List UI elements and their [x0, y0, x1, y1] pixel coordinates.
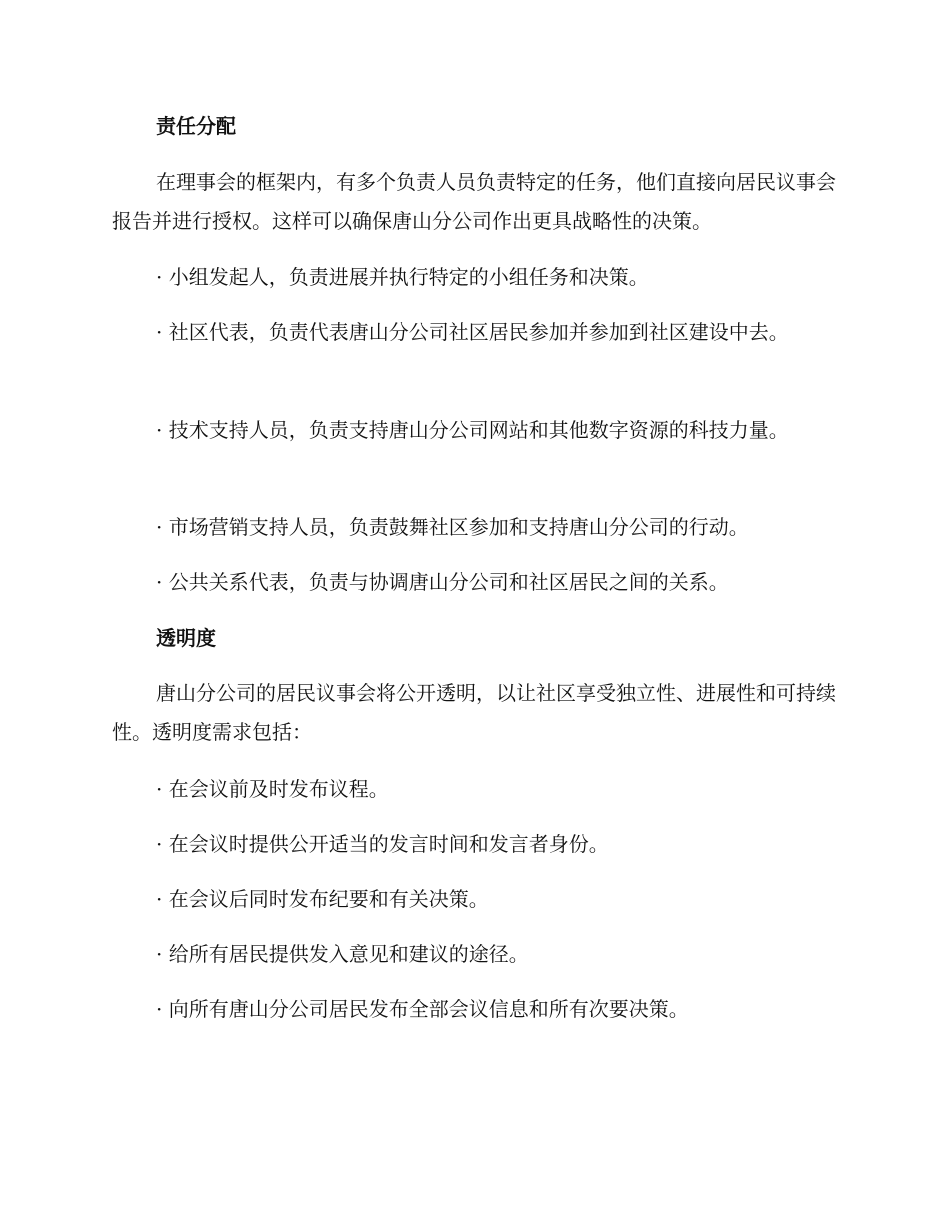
list-item: · 技术支持人员，负责支持唐山分公司网站和其他数字资源的科技力量。 — [156, 418, 789, 442]
list-item: · 公共关系代表，负责与协调唐山分公司和社区居民之间的关系。 — [156, 570, 729, 594]
section-heading-transparency: 透明度 — [156, 626, 216, 650]
list-item: · 市场营销支持人员，负责鼓舞社区参加和支持唐山分公司的行动。 — [156, 515, 749, 539]
list-item: · 在会议时提供公开适当的发言时间和发言者身份。 — [156, 832, 609, 856]
section-heading-responsibility: 责任分配 — [156, 114, 236, 138]
list-item: · 社区代表，负责代表唐山分公司社区居民参加并参加到社区建设中去。 — [156, 320, 789, 344]
list-item: · 在会议前及时发布议程。 — [156, 777, 389, 801]
list-item: · 向所有唐山分公司居民发布全部会议信息和所有次要决策。 — [156, 997, 689, 1021]
list-item: · 在会议后同时发布纪要和有关决策。 — [156, 887, 489, 911]
section-paragraph-transparency: 唐山分公司的居民议事会将公开透明，以让社区享受独立性、进展性和可持续性。透明度需求包括： — [112, 681, 836, 744]
list-item: · 小组发起人，负责进展并执行特定的小组任务和决策。 — [156, 265, 649, 289]
list-item: · 给所有居民提供发入意见和建议的途径。 — [156, 942, 529, 966]
section-paragraph-responsibility: 在理事会的框架内，有多个负责人员负责特定的任务，他们直接向居民议事会报告并进行授权。这样可以确保唐山分公司作出更具战略性的决策。 — [112, 170, 836, 233]
